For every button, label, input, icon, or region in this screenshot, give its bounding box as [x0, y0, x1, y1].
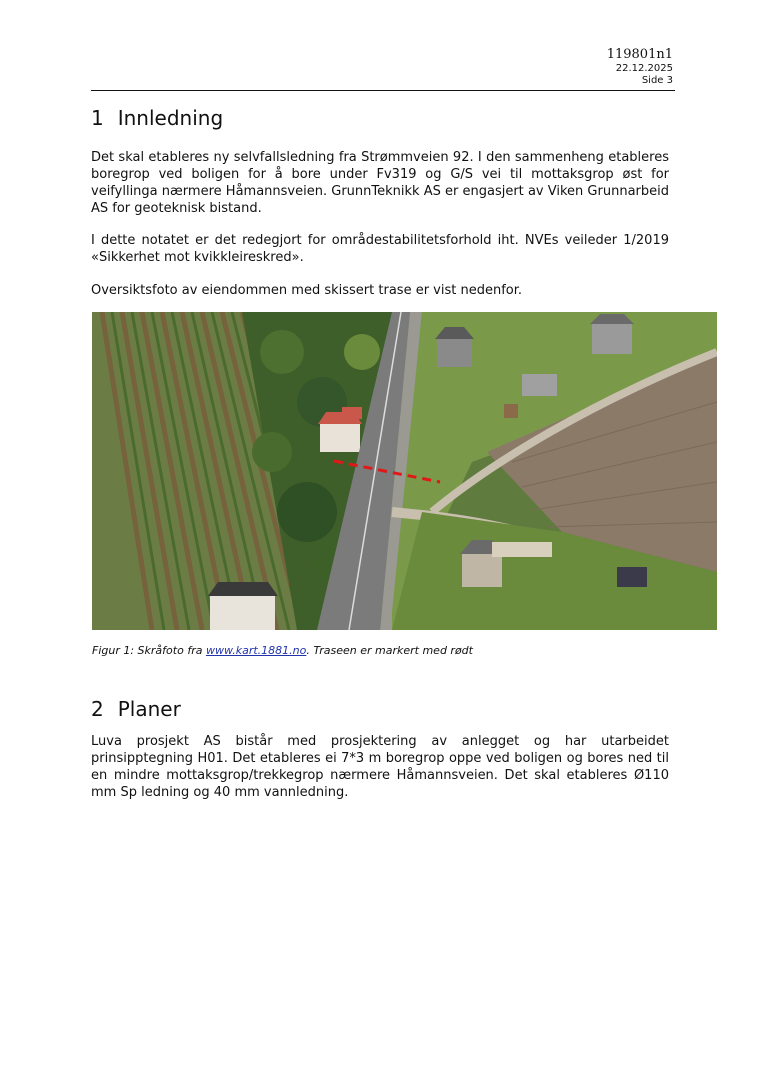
- section-title: Planer: [117, 697, 181, 721]
- intro-paragraph-1: Det skal etableres ny selvfallsledning fra Strømmveien 92. I den sammenheng etableres boregrop ved boligen for å bore under Fv319 og G/S vei til mottaksgrop øst for veifyllinga nærmere Håmannsveien. GrunnTeknikk AS er engasjert av Viken Grunnarbeid AS for geoteknisk bistand.: [91, 150, 669, 216]
- intro-paragraph-2: I dette notatet er det redegjort for områdestabilitetsforhold iht. NVEs veileder 1/2019 «Sikkerhet mot kvikkleireskred».: [91, 233, 669, 265]
- section-2-heading: [91, 697, 181, 721]
- section-1-heading: [91, 106, 223, 130]
- figure-caption: [92, 644, 473, 657]
- section-title: Innledning: [117, 106, 224, 130]
- document-number: 119801n1: [606, 47, 673, 62]
- section-number: 1: [91, 106, 104, 130]
- caption-prefix: Figur 1: Skråfoto fra: [92, 644, 206, 657]
- page-number: Side 3: [641, 74, 673, 86]
- header-divider: [91, 90, 675, 91]
- document-date: 22.12.2025: [615, 62, 673, 74]
- caption-suffix: . Traseen er markert med rødt: [306, 644, 473, 657]
- page-header: [607, 47, 673, 87]
- plans-paragraph: Luva prosjekt AS bistår med prosjektering av anlegget og har utarbeidet prinsipptegning H01. Det etableres ei 7*3 m boregrop oppe ved boligen og bores ned til en mindre mottaksgrop/trekkegrop nærmere Håmannsveien. Det skal etableres Ø110 mm Sp ledning og 40 mm vannledning.: [91, 734, 669, 800]
- intro-paragraph-3: Oversiktsfoto av eiendommen med skissert trase er vist nedenfor.: [91, 283, 523, 298]
- section-number: 2: [91, 697, 104, 721]
- caption-link[interactable]: www.kart.1881.no: [205, 644, 307, 657]
- aerial-photo: [92, 312, 717, 630]
